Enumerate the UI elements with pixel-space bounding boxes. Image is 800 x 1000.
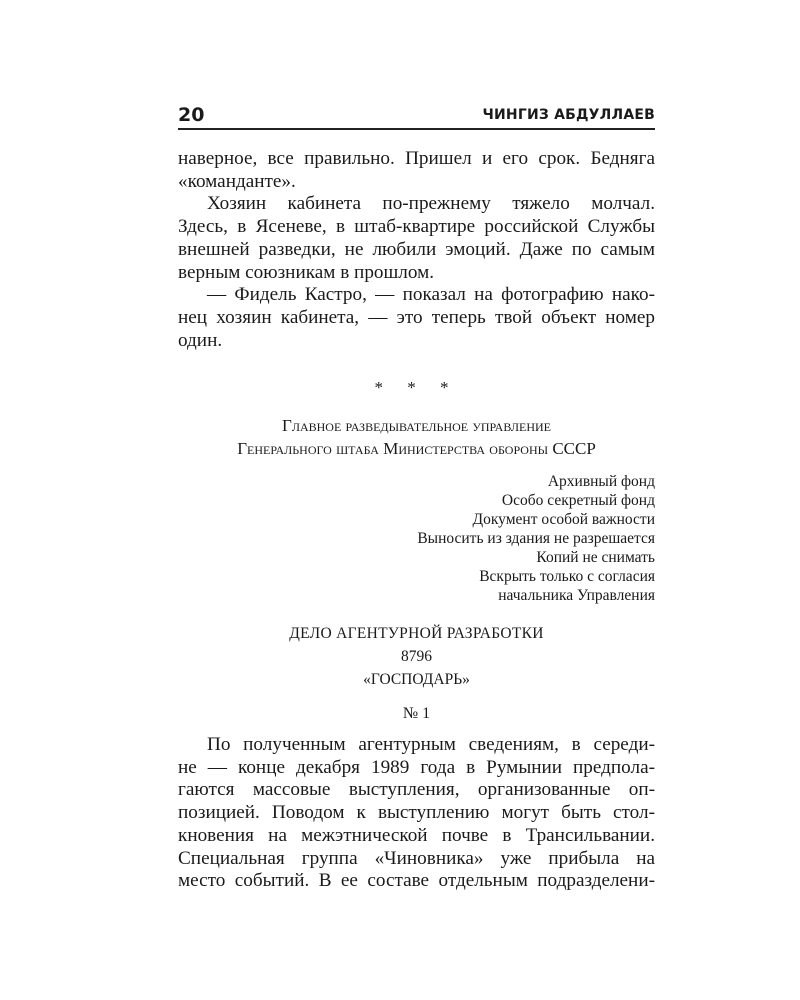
page-number: 20 (178, 104, 205, 126)
text-line: место событий. В ее составе отдельным подразделени- (178, 870, 655, 892)
stamp-line: Копий не снимать (536, 549, 655, 566)
case-codename: «ГОСПОДАРЬ» (363, 671, 470, 688)
text-line: Хозяин кабинета по-прежнему тяжело молчал. (207, 193, 655, 215)
document-number: № 1 (402, 705, 431, 722)
classification-stamps (417, 472, 655, 605)
stamp-line: Выносить из здания не разрешается (417, 530, 655, 547)
paragraph (178, 193, 655, 284)
page-header (178, 102, 655, 130)
case-title: ДЕЛО АГЕНТУРНОЙ РАЗРАБОТКИ (289, 625, 544, 642)
organization-line-1: Главное разведывательное управление (282, 416, 551, 435)
text-line: позицией. Поводом к выступлению могут быть стол- (178, 802, 655, 824)
case-number: 8796 (401, 648, 432, 665)
text-line: нец хозяин кабинета, — это теперь твой объект номер (178, 306, 655, 328)
organization-line-2: Генерального штаба Министерства обороны СССР (237, 439, 596, 458)
text-line: По полученным агентурным сведениям, в середи- (207, 734, 655, 755)
text-line: «команданте». (178, 170, 296, 192)
text-line: один. (178, 329, 223, 351)
stamp-line: Документ особой важности (472, 511, 655, 528)
running-head-author: ЧИНГИЗ АБДУЛЛАЕВ (482, 107, 655, 123)
top-text-block (178, 148, 655, 352)
stamp-line: Архивный фонд (547, 473, 655, 490)
paragraph (178, 734, 655, 893)
text-line: Специальная группа «Чиновника» уже прибыла на (178, 847, 655, 869)
section-separator: * * * (374, 378, 459, 397)
text-line: не — конце декабря 1989 года в Румынии предпола- (178, 756, 655, 778)
paragraph (178, 284, 655, 352)
paragraph (178, 148, 655, 193)
stamp-line: Особо секретный фонд (501, 492, 655, 509)
text-line: гаются массовые выступления, организованные оп- (178, 779, 655, 801)
text-line: кновения на межэтнической почве в Трансильвании. (178, 824, 655, 846)
text-line: наверное, все правильно. Пришел и его срок. Бедняга (178, 148, 655, 169)
text-line: — Фидель Кастро, — показал на фотографию нако- (207, 284, 655, 306)
text-line: внешней разведки, не любили эмоций. Даже по самым (178, 238, 655, 260)
text-line: верным союзникам в прошлом. (178, 261, 435, 283)
stamp-line: Вскрыть только с согласия (479, 568, 655, 585)
text-line: Здесь, в Ясеневе, в штаб-квартире российской Службы (178, 216, 655, 238)
stamp-line: начальника Управления (498, 587, 655, 604)
bottom-text-block (178, 734, 655, 893)
